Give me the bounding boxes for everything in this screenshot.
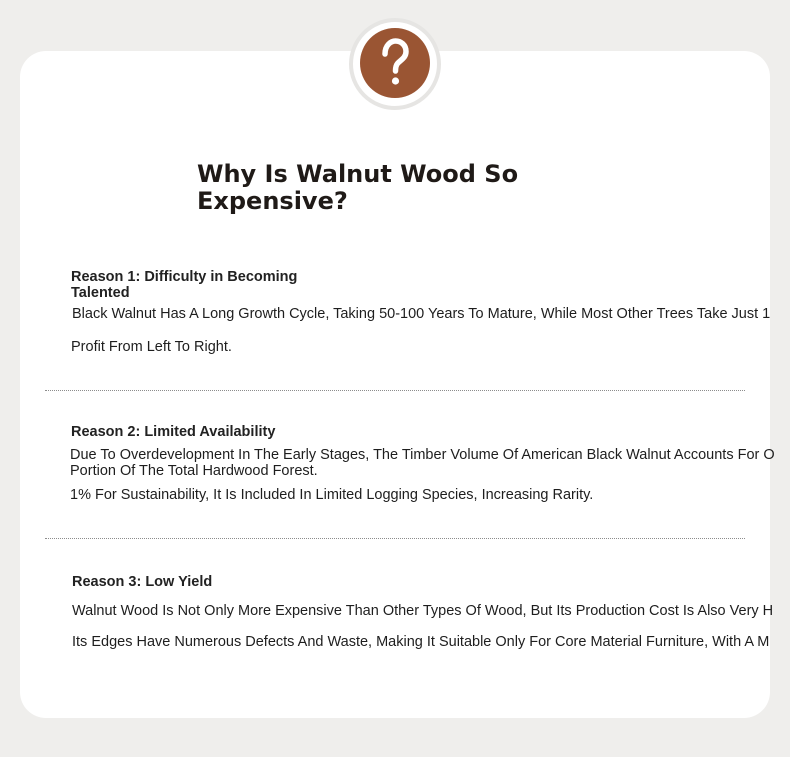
divider <box>45 538 745 539</box>
reason-3-line-1: Walnut Wood Is Not Only More Expensive Than Other Types Of Wood, But Its Production Cost Is Also Very H <box>72 603 774 619</box>
divider <box>45 390 745 391</box>
reason-2-line-2: Portion Of The Total Hardwood Forest. <box>70 463 318 479</box>
reason-2-line-1: Due To Overdevelopment In The Early Stages, The Timber Volume Of American Black Walnut Accounts For O <box>70 447 775 463</box>
reason-2-title: Reason 2: Limited Availability <box>71 424 276 440</box>
page-title: Why Is Walnut Wood So Expensive? <box>197 160 519 215</box>
reason-1-line-2: Profit From Left To Right. <box>71 339 232 355</box>
reason-3-line-2: Its Edges Have Numerous Defects And Waste, Making It Suitable Only For Core Material Furniture, With A M <box>72 634 770 650</box>
reason-2-line-3: 1% For Sustainability, It Is Included In Limited Logging Species, Increasing Rarity. <box>70 487 594 503</box>
reason-1-title: Reason 1: Difficulty in Becoming Talented <box>71 269 298 301</box>
reason-3-title: Reason 3: Low Yield <box>72 574 213 590</box>
reason-1-line-1: Black Walnut Has A Long Growth Cycle, Taking 50-100 Years To Mature, While Most Other Trees Take Just 1 <box>72 306 771 322</box>
question-mark-icon <box>360 28 430 98</box>
